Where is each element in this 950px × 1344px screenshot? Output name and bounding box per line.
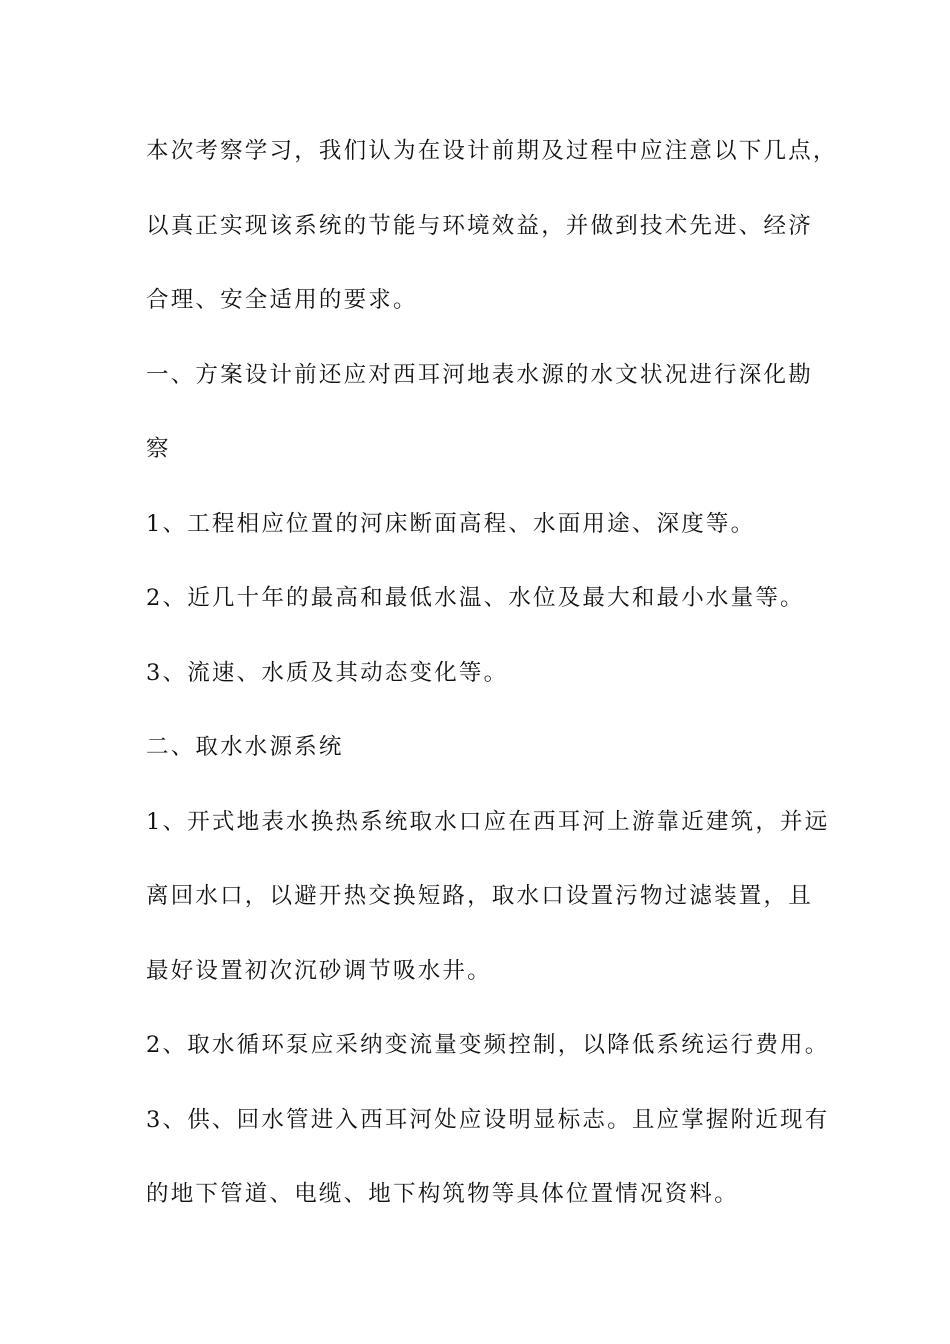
text-line: 以真正实现该系统的节能与环境效益，并做到技术先进、经济 [146, 212, 813, 239]
text-line: 合理、安全适用的要求。 [146, 287, 418, 313]
section-heading-2: 二、取水水源系统 [146, 734, 344, 760]
list-item: 3、流速、水质及其动态变化等。 [146, 659, 509, 686]
list-item: 1、工程相应位置的河床断面高程、水面用途、深度等。 [146, 510, 756, 537]
list-item-continued: 最好设置初次沉砂调节吸水井。 [146, 957, 492, 984]
list-item-continued: 离回水口，以避开热交换短路，取水口设置污物过滤装置，且 [146, 883, 813, 909]
body-text [146, 128, 838, 1246]
list-item-continued: 的地下管道、电缆、地下构筑物等具体位置情况资料。 [146, 1181, 739, 1207]
section-heading-1-continued: 察 [146, 436, 171, 462]
text-line: 本次考察学习，我们认为在设计前期及过程中应注意以下几点， [146, 138, 838, 164]
list-item: 2、近几十年的最高和最低水温、水位及最大和最小水量等。 [146, 585, 805, 611]
list-item: 3、供、回水管进入西耳河处应设明显标志。且应掌握附近现有 [146, 1106, 830, 1133]
list-item: 2、取水循环泵应采纳变流量变频控制，以降低系统运行费用。 [146, 1032, 830, 1058]
list-item: 1、开式地表水换热系统取水口应在西耳河上游靠近建筑，并远 [146, 808, 830, 835]
section-heading-1: 一、方案设计前还应对西耳河地表水源的水文状况进行深化勘 [146, 361, 813, 388]
